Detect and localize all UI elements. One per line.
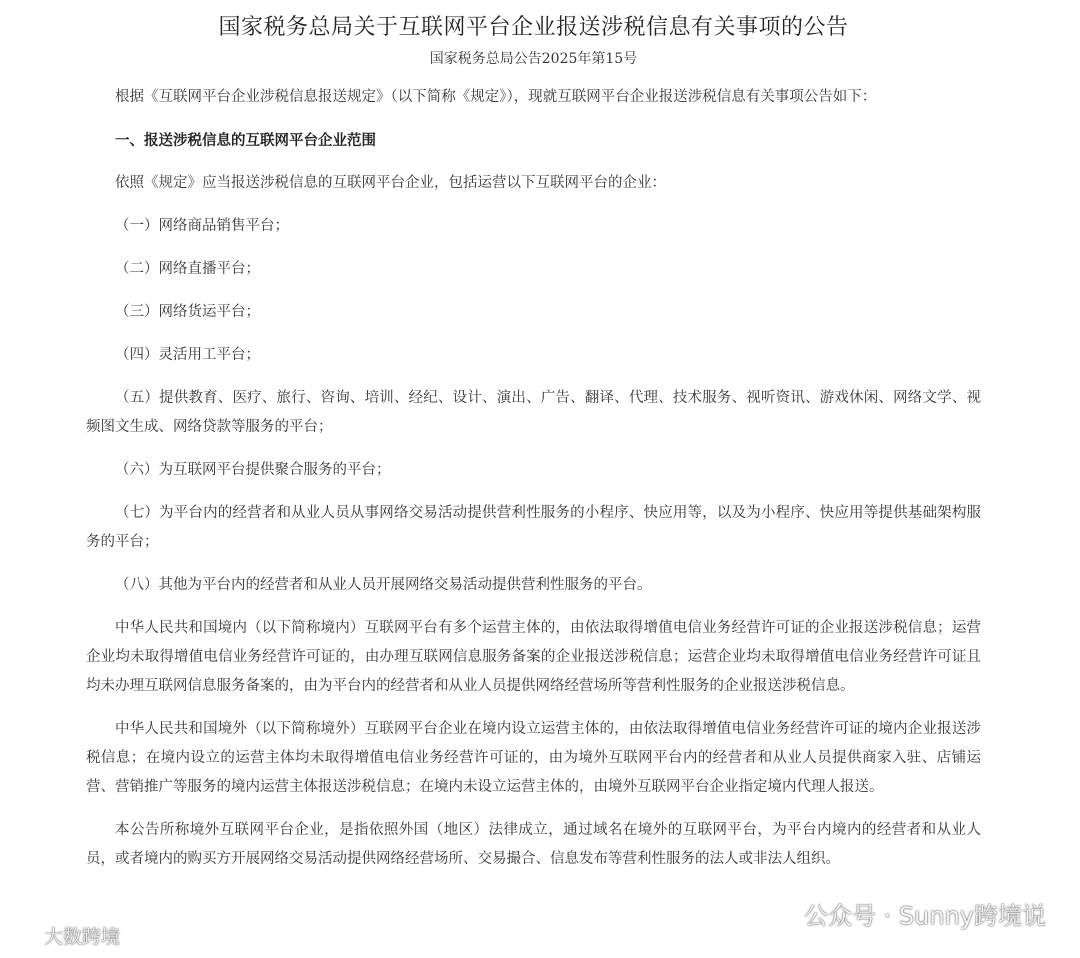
list-item: （一）网络商品销售平台；: [115, 218, 289, 234]
list-item: （七）为平台内的经营者和从业人员从事网络交易活动提供营利性服务的小程序、快应用等，以及为小程序、快应用等提供基础架构服务的平台；: [86, 505, 981, 550]
weibo-watermark: [6, 922, 120, 949]
wechat-icon: [766, 901, 796, 927]
document-body: [86, 83, 981, 874]
announcement-document: [86, 0, 981, 888]
intro-paragraph: 根据《互联网平台企业涉税信息报送规定》（以下简称《规定》），现就互联网平台企业报送涉税信息有关事项公告如下：: [115, 89, 877, 105]
weibo-watermark-text: 大数跨境: [44, 926, 121, 948]
list-item: （六）为互联网平台提供聚合服务的平台；: [115, 462, 391, 478]
section-heading: 一、报送涉税信息的互联网平台企业范围: [115, 132, 376, 149]
document-title: 国家税务总局关于互联网平台企业报送涉税信息有关事项的公告: [218, 15, 849, 40]
definition-paragraph: 本公告所称境外互联网平台企业，是指依照外国（地区）法律成立，通过域名在境外的互联网平台，为平台内境内的经营者和从业人员，或者境内的购买方开展网络交易活动提供网络经营场所、交易撮合、信息发布等营利性服务的法人或非法人组织。: [86, 822, 981, 867]
list-item: （四）灵活用工平台；: [115, 347, 260, 363]
list-item: （八）其他为平台内的经营者和从业人员开展网络交易活动提供营利性服务的平台。: [115, 577, 652, 593]
wechat-watermark-text: 公众号 · Sunny跨境说: [804, 902, 1046, 930]
list-item: （五）提供教育、医疗、旅行、咨询、培训、经纪、设计、演出、广告、翻译、代理、技术服务、视听资讯、游戏休闲、网络文学、视频图文生成、网络贷款等服务的平台；: [86, 390, 981, 435]
weibo-icon: [6, 925, 40, 947]
section-intro-paragraph: 依照《规定》应当报送涉税信息的互联网平台企业，包括运营以下互联网平台的企业：: [115, 175, 666, 191]
list-item: （三）网络货运平台；: [115, 304, 260, 320]
foreign-platform-paragraph: 中华人民共和国境外（以下简称境外）互联网平台企业在境内设立运营主体的，由依法取得增值电信业务经营许可证的境内企业报送涉税信息；在境内设立的运营主体均未取得增值电信业务经营许可证的，由为境外互联网平台内的经营者和从业人员提供商家入驻、店铺运营、营销推广等服务的境内运营主体报送涉税信息；在境内未设立运营主体的，由境外互联网平台企业指定境内代理人报送。: [86, 721, 981, 795]
domestic-platform-paragraph: 中华人民共和国境内（以下简称境内）互联网平台有多个运营主体的，由依法取得增值电信业务经营许可证的企业报送涉税信息；运营企业均未取得增值电信业务经营许可证的，由办理互联网信息服务备案的企业报送涉税信息；运营企业均未取得增值电信业务经营许可证且均未办理互联网信息服务备案的，由为平台内的经营者和从业人员提供网络经营场所等营利性服务的企业报送涉税信息。: [86, 620, 981, 694]
list-item: （二）网络直播平台；: [115, 261, 260, 277]
wechat-watermark: [766, 896, 1046, 931]
document-number: 国家税务总局公告2025年第15号: [429, 51, 638, 67]
